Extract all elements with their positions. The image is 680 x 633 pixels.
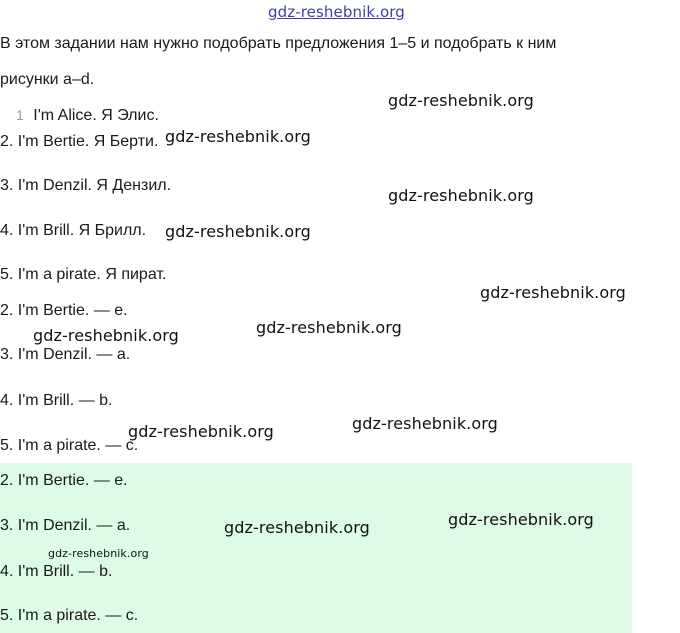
sentence-1-text: I'm Alice. Я Элис. [33,107,159,124]
watermark-top: gdz-reshebnik.org [268,3,405,21]
watermark: gdz-reshebnik.org [480,283,626,302]
watermark: gdz-reshebnik.org [388,91,534,110]
highlighted-answer-5: 5. I'm a pirate. — c. [0,607,139,624]
highlighted-answer-4: 4. I'm Brill. — b. [0,563,113,580]
watermark: gdz-reshebnik.org [388,186,534,205]
intro-line-1: В этом задании нам нужно подобрать предложения 1–5 и подобрать к ним [0,35,557,52]
sentence-1-number: 1 [16,107,24,123]
watermark: gdz-reshebnik.org [165,222,311,241]
watermark: gdz-reshebnik.org [33,326,179,345]
sentence-2: 2. I'm Bertie. Я Берти. [0,133,159,150]
intro-line-2: рисунки a–d. [0,71,95,88]
watermark: gdz-reshebnik.org [256,318,402,337]
watermark: gdz-reshebnik.org [352,414,498,433]
watermark: gdz-reshebnik.org [448,510,594,529]
watermark: gdz-reshebnik.org [165,127,311,146]
watermark-small: gdz-reshebnik.org [48,547,149,560]
watermark: gdz-reshebnik.org [128,422,274,441]
sentence-5: 5. I'm a pirate. Я пират. [0,266,167,283]
highlighted-answer-3: 3. I'm Denzil. — a. [0,517,131,534]
sentence-4: 4. I'm Brill. Я Брилл. [0,222,147,239]
sentence-1 [16,105,159,126]
answer-4: 4. I'm Brill. — b. [0,392,113,409]
highlighted-answer-2: 2. I'm Bertie. — e. [0,472,128,489]
answer-2: 2. I'm Bertie. — e. [0,302,128,319]
answer-5: 5. I'm a pirate. — c. [0,437,139,454]
watermark: gdz-reshebnik.org [224,518,370,537]
sentence-3: 3. I'm Denzil. Я Дензил. [0,177,172,194]
answer-3: 3. I'm Denzil. — a. [0,346,131,363]
